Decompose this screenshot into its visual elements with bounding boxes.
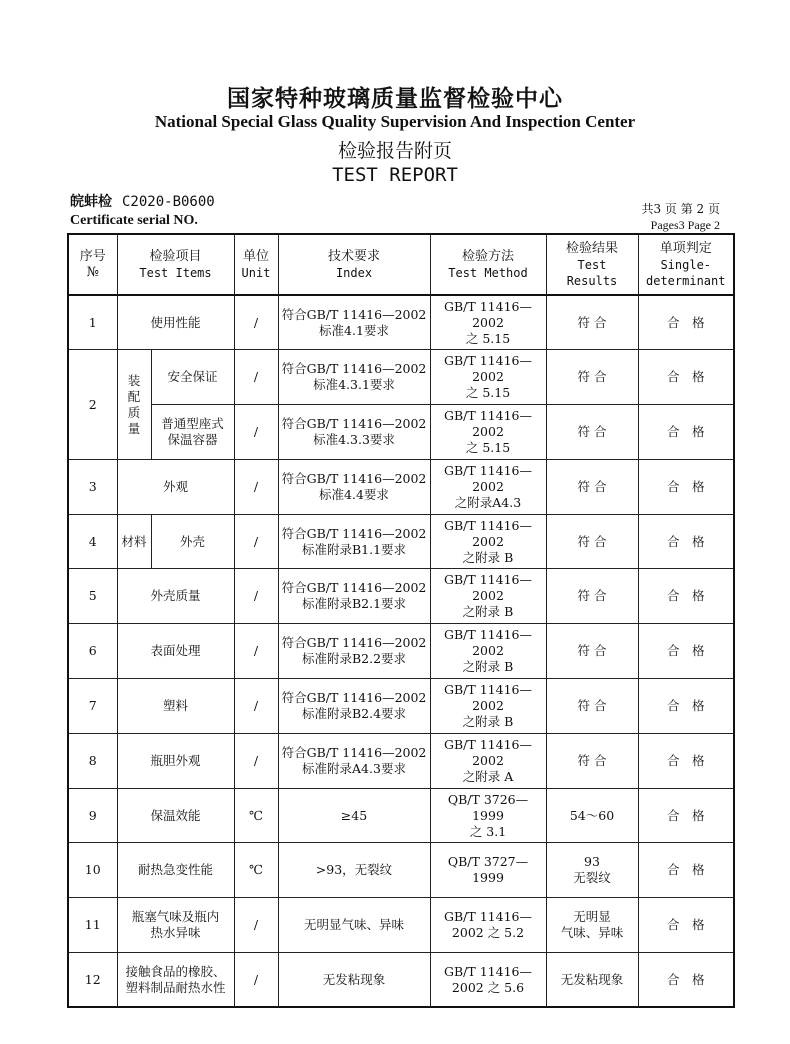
- cell-unit: /: [234, 733, 278, 788]
- cell-no: 4: [68, 514, 117, 569]
- cell-determinant: 合 格: [638, 953, 734, 1008]
- cell-index: 符合GB/T 11416—2002 标准4.3.3要求: [278, 405, 430, 460]
- cell-index: >93，无裂纹: [278, 843, 430, 898]
- cell-no: 5: [68, 569, 117, 624]
- cell-result: 无发粘现象: [546, 953, 638, 1008]
- cell-result: 符 合: [546, 405, 638, 460]
- header-test-results: 检验结果 Test Results: [546, 234, 638, 295]
- cell-no: 12: [68, 953, 117, 1008]
- cell-result: 符 合: [546, 295, 638, 350]
- cell-determinant: 合 格: [638, 679, 734, 734]
- cell-result: 符 合: [546, 350, 638, 405]
- cell-index: 符合GB/T 11416—2002 标准4.1要求: [278, 295, 430, 350]
- cell-unit: /: [234, 953, 278, 1008]
- cell-index: ≥45: [278, 788, 430, 843]
- cell-item: 瓶胆外观: [117, 733, 234, 788]
- cell-method: GB/T 11416—2002 之附录 B: [430, 569, 546, 624]
- cell-determinant: 合 格: [638, 898, 734, 953]
- cell-index: 符合GB/T 11416—2002 标准附录B2.1要求: [278, 569, 430, 624]
- cell-determinant: 合 格: [638, 788, 734, 843]
- cert-prefix: 皖蚌检: [70, 194, 112, 210]
- cell-method: GB/T 11416—2002 之附录 B: [430, 514, 546, 569]
- cell-no: 6: [68, 624, 117, 679]
- table-row: [68, 843, 734, 898]
- header-test-items: 检验项目 Test Items: [117, 234, 234, 295]
- cell-no: 3: [68, 459, 117, 514]
- cell-no: 10: [68, 843, 117, 898]
- cell-method: GB/T 11416—2002 之 5.15: [430, 295, 546, 350]
- certificate-number: [70, 191, 215, 211]
- cell-method: GB/T 11416— 2002 之 5.6: [430, 953, 546, 1008]
- cell-result: 54～60: [546, 788, 638, 843]
- cell-index: 无发粘现象: [278, 953, 430, 1008]
- header-index: 技术要求 Index: [278, 234, 430, 295]
- cell-determinant: 合 格: [638, 843, 734, 898]
- cell-result: 93 无裂纹: [546, 843, 638, 898]
- cell-no: 1: [68, 295, 117, 350]
- cell-no: 11: [68, 898, 117, 953]
- cell-determinant: 合 格: [638, 624, 734, 679]
- page-count-en: Pages3 Page 2: [650, 218, 720, 232]
- cell-method: GB/T 11416—2002 之附录A4.3: [430, 459, 546, 514]
- cell-unit: /: [234, 295, 278, 350]
- cell-group: 材料: [117, 514, 151, 569]
- cell-result: 符 合: [546, 459, 638, 514]
- cell-index: 符合GB/T 11416—2002 标准4.3.1要求: [278, 350, 430, 405]
- header-test-method: 检验方法 Test Method: [430, 234, 546, 295]
- cell-unit: ℃: [234, 843, 278, 898]
- cell-method: GB/T 11416— 2002 之 5.2: [430, 898, 546, 953]
- cell-index: 符合GB/T 11416—2002 标准附录B1.1要求: [278, 514, 430, 569]
- table-row: [68, 788, 734, 843]
- cell-unit: /: [234, 898, 278, 953]
- cell-index: 符合GB/T 11416—2002 标准附录B2.4要求: [278, 679, 430, 734]
- table-row: [68, 953, 734, 1008]
- cell-determinant: 合 格: [638, 733, 734, 788]
- cell-index: 符合GB/T 11416—2002 标准附录A4.3要求: [278, 733, 430, 788]
- cell-item: 普通型座式 保温容器: [151, 405, 234, 460]
- table-row: [68, 733, 734, 788]
- cell-determinant: 合 格: [638, 459, 734, 514]
- test-report-table: [67, 233, 735, 1008]
- cell-result: 符 合: [546, 514, 638, 569]
- table-row: [68, 679, 734, 734]
- cell-method: QB/T 3727—1999: [430, 843, 546, 898]
- center-title-cn: 国家特种玻璃质量监督检验中心: [227, 85, 563, 112]
- cell-method: GB/T 11416—2002 之 5.15: [430, 405, 546, 460]
- cell-item: 瓶塞气味及瓶内 热水异味: [117, 898, 234, 953]
- cell-index: 符合GB/T 11416—2002 标准4.4要求: [278, 459, 430, 514]
- cell-determinant: 合 格: [638, 514, 734, 569]
- cell-unit: /: [234, 350, 278, 405]
- cell-item: 使用性能: [117, 295, 234, 350]
- cell-unit: /: [234, 679, 278, 734]
- cell-determinant: 合 格: [638, 405, 734, 460]
- table-row: [68, 295, 734, 350]
- table-row: [68, 569, 734, 624]
- cell-unit: /: [234, 624, 278, 679]
- cell-no: 7: [68, 679, 117, 734]
- cell-item: 安全保证: [151, 350, 234, 405]
- cell-method: GB/T 11416—2002 之附录 B: [430, 624, 546, 679]
- cell-item: 保温效能: [117, 788, 234, 843]
- cell-unit: /: [234, 569, 278, 624]
- table-row: [68, 350, 734, 405]
- cell-item: 外观: [117, 459, 234, 514]
- page-count-cn: 共3 页 第 2 页: [641, 202, 720, 216]
- cell-unit: /: [234, 405, 278, 460]
- cert-label-en: Certificate serial NO.: [70, 213, 198, 228]
- cell-no: 9: [68, 788, 117, 843]
- cell-no: 2: [68, 350, 117, 460]
- cell-determinant: 合 格: [638, 569, 734, 624]
- cell-method: GB/T 11416—2002 之 5.15: [430, 350, 546, 405]
- table-row: [68, 898, 734, 953]
- cell-result: 符 合: [546, 624, 638, 679]
- report-subtitle-en: TEST REPORT: [332, 164, 458, 186]
- cell-method: GB/T 11416—2002 之附录 A: [430, 733, 546, 788]
- center-title-en: National Special Glass Quality Supervision And Inspection Center: [154, 112, 636, 131]
- cell-result: 符 合: [546, 733, 638, 788]
- header-no: 序号 №: [68, 234, 117, 295]
- cell-method: QB/T 3726—1999 之 3.1: [430, 788, 546, 843]
- cell-group: 装配质量: [117, 350, 151, 460]
- table-row: [68, 624, 734, 679]
- cell-result: 无明显 气味、异味: [546, 898, 638, 953]
- cell-index: 无明显气味、异味: [278, 898, 430, 953]
- table-row: [68, 405, 734, 460]
- cell-index: 符合GB/T 11416—2002 标准附录B2.2要求: [278, 624, 430, 679]
- cell-method: GB/T 11416—2002 之附录 B: [430, 679, 546, 734]
- report-subtitle-cn: 检验报告附页: [337, 140, 452, 162]
- cell-unit: ℃: [234, 788, 278, 843]
- cell-no: 8: [68, 733, 117, 788]
- cell-item: 外壳质量: [117, 569, 234, 624]
- cell-item: 外壳: [151, 514, 234, 569]
- cell-unit: /: [234, 514, 278, 569]
- cell-unit: /: [234, 459, 278, 514]
- header-unit: 单位 Unit: [234, 234, 278, 295]
- cell-item: 接触食品的橡胶、 塑料制品耐热水性: [117, 953, 234, 1008]
- cell-determinant: 合 格: [638, 295, 734, 350]
- table-row: [68, 514, 734, 569]
- header-row: [68, 234, 734, 295]
- cert-code: C2020-B0600: [122, 194, 215, 210]
- cell-result: 符 合: [546, 569, 638, 624]
- cell-determinant: 合 格: [638, 350, 734, 405]
- table-row: [68, 459, 734, 514]
- cell-item: 表面处理: [117, 624, 234, 679]
- header-determinant: 单项判定 Single- determinant: [638, 234, 734, 295]
- cell-item: 塑料: [117, 679, 234, 734]
- cell-item: 耐热急变性能: [117, 843, 234, 898]
- cell-result: 符 合: [546, 679, 638, 734]
